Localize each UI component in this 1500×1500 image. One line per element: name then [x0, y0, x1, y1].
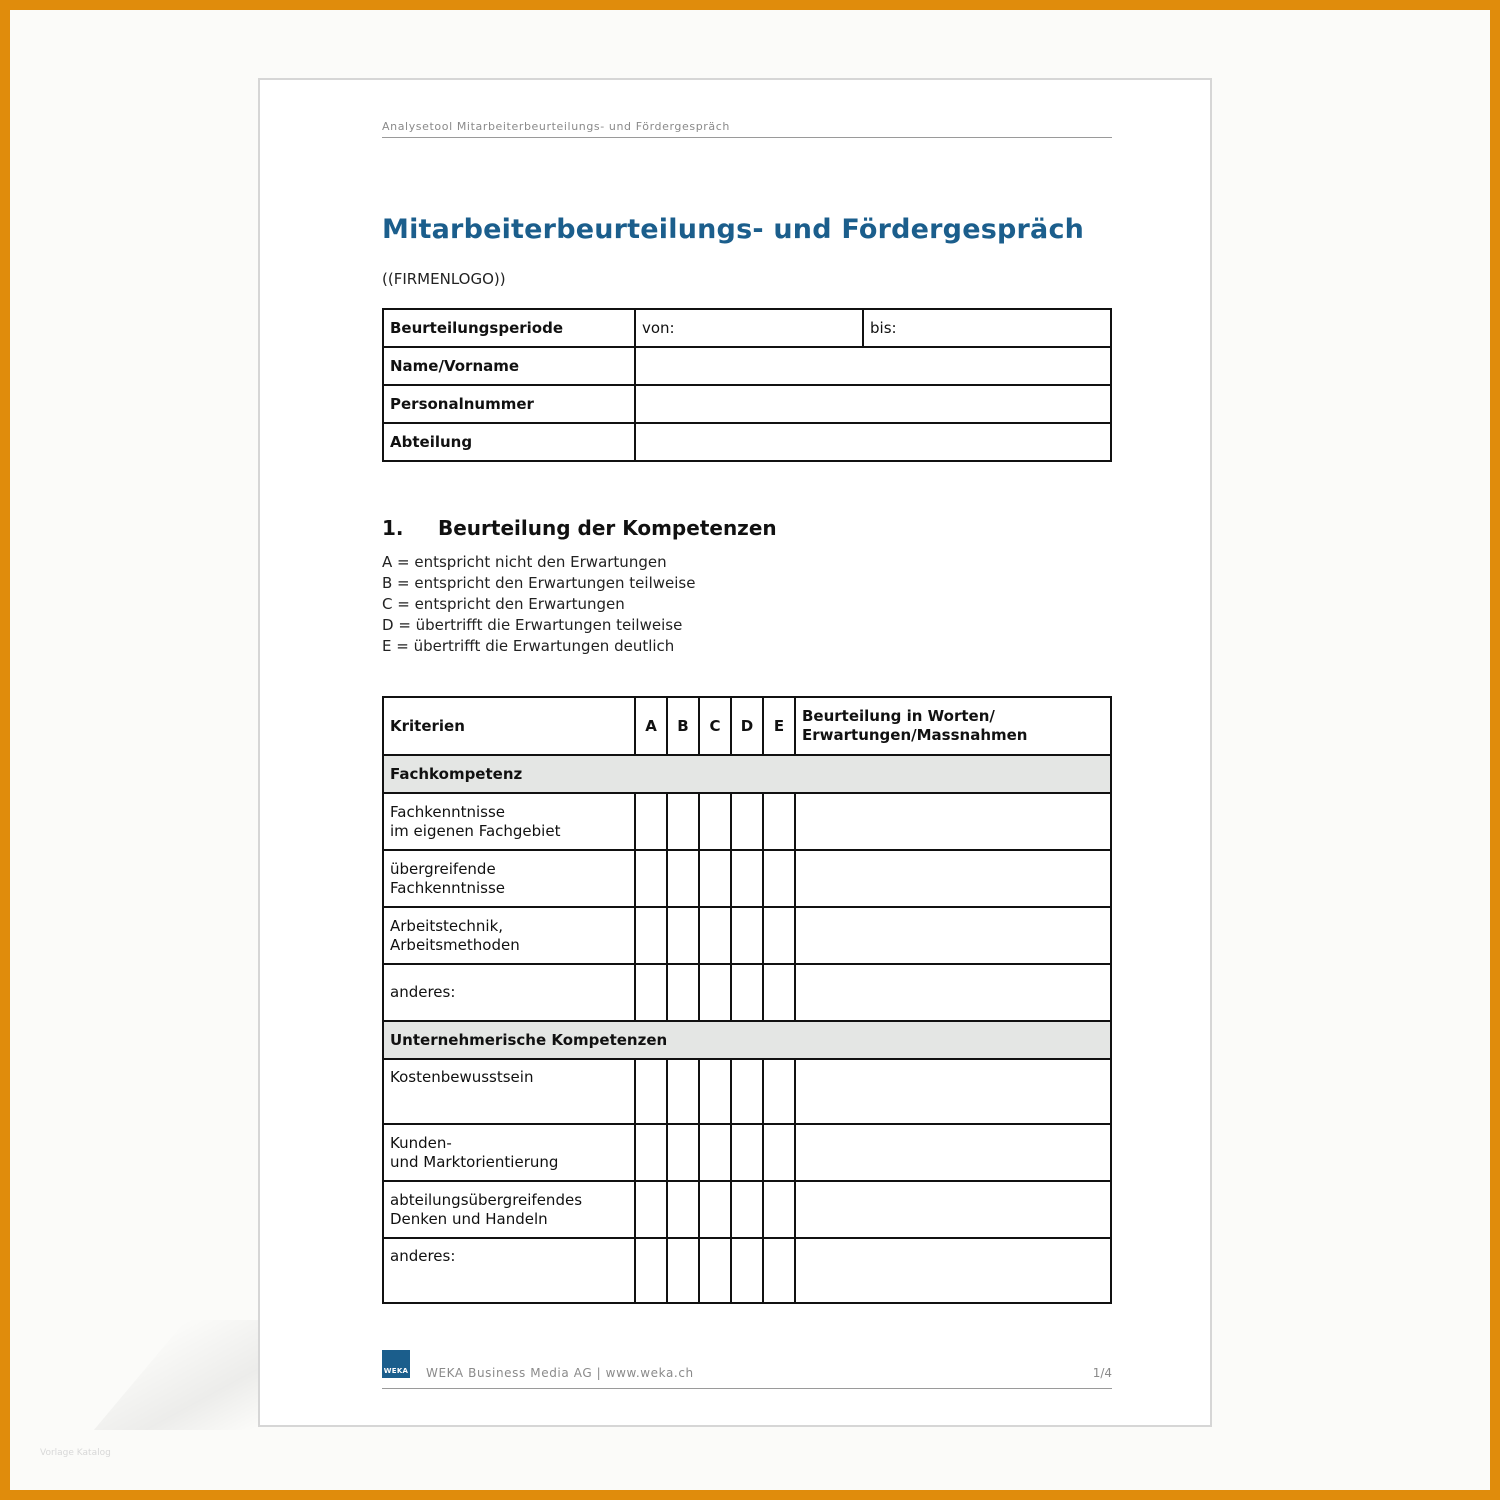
criteria-table: [382, 696, 1112, 1304]
criteria-label-line: anderes:: [390, 1247, 456, 1265]
grade-cell-c[interactable]: [699, 850, 731, 907]
grade-cell-c[interactable]: [699, 964, 731, 1021]
criteria-label-line: Kunden-: [390, 1133, 452, 1152]
grade-header-d: D: [731, 697, 763, 755]
grade-cell-e[interactable]: [763, 1059, 795, 1124]
category-row: [383, 755, 1111, 793]
legend-item: C = entspricht den Erwartungen: [382, 595, 625, 613]
grade-cell-c[interactable]: [699, 1238, 731, 1303]
grade-header-a: A: [635, 697, 667, 755]
document-title: Mitarbeiterbeurteilungs- und Fördergespräch: [382, 214, 1085, 245]
grade-cell-e[interactable]: [763, 793, 795, 850]
grade-cell-d[interactable]: [731, 1238, 763, 1303]
grade-cell-d[interactable]: [731, 793, 763, 850]
criteria-label-line: Kostenbewusstsein: [390, 1068, 534, 1086]
watermark: Vorlage Katalog: [40, 1448, 111, 1458]
criteria-row: [383, 1059, 1111, 1124]
category-label: Unternehmerische Kompetenzen: [383, 1021, 1111, 1059]
period-from-cell[interactable]: von:: [635, 309, 863, 347]
info-row-period: [383, 309, 1111, 347]
criteria-label-line: übergreifende: [390, 859, 496, 878]
number-field[interactable]: [635, 385, 1111, 423]
grade-legend: [382, 552, 695, 657]
grade-cell-a[interactable]: [635, 964, 667, 1021]
comment-cell[interactable]: [795, 964, 1111, 1021]
grade-cell-b[interactable]: [667, 964, 699, 1021]
grade-cell-a[interactable]: [635, 793, 667, 850]
criteria-label: [383, 964, 635, 1021]
grade-cell-a[interactable]: [635, 850, 667, 907]
criteria-label: [383, 1181, 635, 1238]
grade-cell-b[interactable]: [667, 1124, 699, 1181]
grade-cell-e[interactable]: [763, 1124, 795, 1181]
criteria-row: [383, 1181, 1111, 1238]
info-row-number: [383, 385, 1111, 423]
criteria-label-line: abteilungsübergreifendes: [390, 1190, 583, 1209]
criteria-label: [383, 850, 635, 907]
grade-cell-e[interactable]: [763, 850, 795, 907]
comment-cell[interactable]: [795, 1238, 1111, 1303]
comment-header-line: Erwartungen/Massnahmen: [802, 726, 1028, 744]
grade-cell-d[interactable]: [731, 850, 763, 907]
grade-cell-b[interactable]: [667, 907, 699, 964]
grade-cell-d[interactable]: [731, 1181, 763, 1238]
grade-cell-a[interactable]: [635, 1059, 667, 1124]
page-header: Analysetool Mitarbeiterbeurteilungs- und Fördergespräch: [382, 120, 1112, 138]
legend-item: B = entspricht den Erwartungen teilweise: [382, 574, 696, 592]
grade-header-c: C: [699, 697, 731, 755]
info-row-department: [383, 423, 1111, 461]
grade-cell-a[interactable]: [635, 1124, 667, 1181]
grade-cell-e[interactable]: [763, 964, 795, 1021]
grade-cell-b[interactable]: [667, 1181, 699, 1238]
grade-cell-a[interactable]: [635, 1238, 667, 1303]
criteria-label-line: Denken und Handeln: [390, 1209, 548, 1228]
comment-header-line: Beurteilung in Worten/: [802, 707, 995, 725]
criteria-label: [383, 1059, 635, 1124]
criteria-label-line: Arbeitstechnik,: [390, 916, 504, 935]
footer-company: WEKA Business Media AG | www.weka.ch: [426, 1366, 694, 1380]
grade-cell-c[interactable]: [699, 793, 731, 850]
criteria-header: Kriterien: [383, 697, 635, 755]
grade-cell-d[interactable]: [731, 907, 763, 964]
grade-cell-d[interactable]: [731, 964, 763, 1021]
criteria-label: [383, 907, 635, 964]
comment-cell[interactable]: [795, 850, 1111, 907]
criteria-label: [383, 793, 635, 850]
criteria-header-row: [383, 697, 1111, 755]
section-heading: [382, 516, 777, 540]
comment-cell[interactable]: [795, 1124, 1111, 1181]
criteria-row: [383, 793, 1111, 850]
period-to-cell[interactable]: bis:: [863, 309, 1111, 347]
department-field[interactable]: [635, 423, 1111, 461]
comment-cell[interactable]: [795, 907, 1111, 964]
grade-header-b: B: [667, 697, 699, 755]
criteria-label-line: Fachkenntnisse: [390, 878, 506, 897]
grade-cell-d[interactable]: [731, 1124, 763, 1181]
name-label: Name/Vorname: [383, 347, 635, 385]
document-page: [258, 78, 1212, 1427]
grade-cell-c[interactable]: [699, 1124, 731, 1181]
criteria-row: [383, 1238, 1111, 1303]
criteria-row: [383, 850, 1111, 907]
grade-cell-d[interactable]: [731, 1059, 763, 1124]
comment-header: [795, 697, 1111, 755]
legend-item: D = übertrifft die Erwartungen teilweise: [382, 616, 683, 634]
section-title: Beurteilung der Kompetenzen: [438, 516, 777, 540]
grade-cell-c[interactable]: [699, 1181, 731, 1238]
grade-header-e: E: [763, 697, 795, 755]
name-field[interactable]: [635, 347, 1111, 385]
logo-placeholder: ((FIRMENLOGO)): [382, 270, 506, 288]
info-table: [382, 308, 1112, 462]
grade-cell-c[interactable]: [699, 907, 731, 964]
legend-item: E = übertrifft die Erwartungen deutlich: [382, 637, 675, 655]
grade-cell-a[interactable]: [635, 907, 667, 964]
criteria-label-line: im eigenen Fachgebiet: [390, 821, 561, 840]
comment-cell[interactable]: [795, 1059, 1111, 1124]
criteria-label: [383, 1238, 635, 1303]
comment-cell[interactable]: [795, 793, 1111, 850]
criteria-label: [383, 1124, 635, 1181]
grade-cell-a[interactable]: [635, 1181, 667, 1238]
section-number: 1.: [382, 516, 404, 540]
criteria-body: [383, 755, 1111, 1303]
period-label: Beurteilungsperiode: [383, 309, 635, 347]
category-label: Fachkompetenz: [383, 755, 1111, 793]
weka-logo: [382, 1350, 410, 1378]
department-label: Abteilung: [383, 423, 635, 461]
grade-cell-e[interactable]: [763, 1181, 795, 1238]
page-footer: [382, 1350, 1112, 1389]
info-row-name: [383, 347, 1111, 385]
criteria-row: [383, 1124, 1111, 1181]
grade-cell-b[interactable]: [667, 1238, 699, 1303]
criteria-row: [383, 907, 1111, 964]
grade-cell-e[interactable]: [763, 907, 795, 964]
grade-cell-b[interactable]: [667, 1059, 699, 1124]
weka-logo-text: WEKA: [383, 1367, 409, 1375]
criteria-label-line: Fachkenntnisse: [390, 802, 506, 821]
number-label: Personalnummer: [383, 385, 635, 423]
legend-item: A = entspricht nicht den Erwartungen: [382, 553, 667, 571]
criteria-row: [383, 964, 1111, 1021]
grade-cell-b[interactable]: [667, 793, 699, 850]
comment-cell[interactable]: [795, 1181, 1111, 1238]
criteria-label-line: Arbeitsmethoden: [390, 935, 520, 954]
grade-cell-c[interactable]: [699, 1059, 731, 1124]
footer-page-number: 1/4: [1092, 1366, 1112, 1380]
criteria-label-line: und Marktorientierung: [390, 1152, 559, 1171]
criteria-label-line: anderes:: [390, 983, 456, 1001]
grade-cell-b[interactable]: [667, 850, 699, 907]
category-row: [383, 1021, 1111, 1059]
grade-cell-e[interactable]: [763, 1238, 795, 1303]
